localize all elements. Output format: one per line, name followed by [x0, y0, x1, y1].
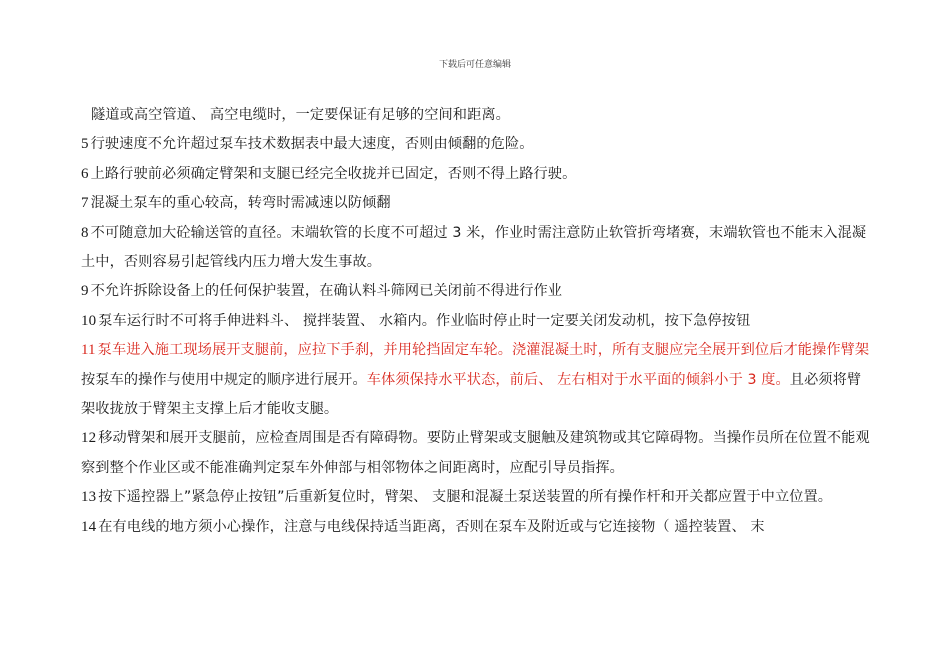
item-number: 6: [81, 165, 89, 182]
paragraph-item: [81, 160, 871, 189]
paragraph-item: [81, 130, 871, 159]
paragraph-item: [81, 307, 871, 336]
paragraph-text: 按下遥控器上”紧急停止按钮”后重新复位时，臂架、 支腿和混凝土泵送装置的所有操作杆和开关都应置于中立位置。: [98, 489, 833, 506]
paragraph-text: 移动臂架和展开支腿前，应检查周围是否有障碍物。要防止臂架或支腿触及建筑物或其它障碍物。当操作员所在位置不能观察到整个作业区或不能准确判定泵车外伸部与相邻物体之间距离时，应配引导员指挥。: [81, 430, 870, 476]
document-body: [81, 101, 871, 542]
paragraph-item: [81, 277, 871, 306]
paragraph-text: 混凝土泵车的重心较高，转弯时需减速以防倾翻: [90, 195, 391, 212]
item-number: 7: [81, 195, 89, 212]
paragraph-text: 不可随意加大砼输送管的直径。末端软管的长度不可超过 3 米，作业时需注意防止软管折弯堵赛，末端软管也不能末入混凝土中，否则容易引起管线内压力增大发生事故。: [81, 224, 867, 271]
paragraph-text: 泵车运行时不可将手伸进料斗、 搅拌装置、 水箱内。作业临时停止时一定要关闭发动机，按下急停按钮: [98, 312, 751, 329]
paragraph-text: 按泵车的操作与使用中规定的顺序进行展开。: [81, 371, 367, 388]
paragraph-text: 隧道或高空管道、 高空电缆时，一定要保证有足够的空间和距离。: [91, 107, 510, 123]
item-number: 13: [81, 489, 97, 506]
item-number: 9: [81, 283, 89, 300]
item-number: 12: [81, 430, 97, 447]
paragraph-text: 行驶速度不允许超过泵车技术数据表中最大速度，否则由倾翻的危险。: [90, 136, 534, 153]
page-header: 下载后可任意编辑: [438, 60, 511, 70]
paragraph-text: 且必须将臂架收拢放于臂架主支撑上后才能收支腿。: [81, 371, 862, 418]
item-number: 5: [81, 136, 89, 153]
paragraph-text: 在有电线的地方须小心操作，注意与电线保持适当距离，否则在泵车及附近或与它连接物（ 遥控装置、 末: [98, 518, 765, 535]
paragraph-text: 不允许拆除设备上的任何保护装置，在确认料斗筛网已关闭前不得进行作业: [90, 283, 563, 300]
paragraph-item: [81, 336, 871, 424]
paragraph-item: [81, 101, 871, 130]
paragraph-item: [81, 513, 871, 542]
paragraph-item: [81, 189, 871, 218]
paragraph-item: [81, 219, 871, 278]
item-number: 10: [81, 312, 97, 329]
highlighted-text: 泵车进入施工现场展开支腿前，应拉下手刹，并用轮挡固定车轮。浇灌混凝土时，所有支腿应完全展开到位后才能操作臂架: [97, 342, 870, 359]
paragraph-item: [81, 483, 871, 512]
paragraph-text: 上路行驶前必须确定臂架和支腿已经完全收拢并已固定，否则不得上路行驶。: [90, 165, 577, 182]
item-number: 8: [81, 224, 89, 241]
paragraph-item: [81, 424, 871, 483]
highlighted-text: 车体须保持水平状态，前后、 左右相对于水平面的倾斜小于 3 度。: [366, 371, 790, 388]
item-number: 14: [81, 518, 97, 535]
item-number: 11: [81, 342, 96, 359]
